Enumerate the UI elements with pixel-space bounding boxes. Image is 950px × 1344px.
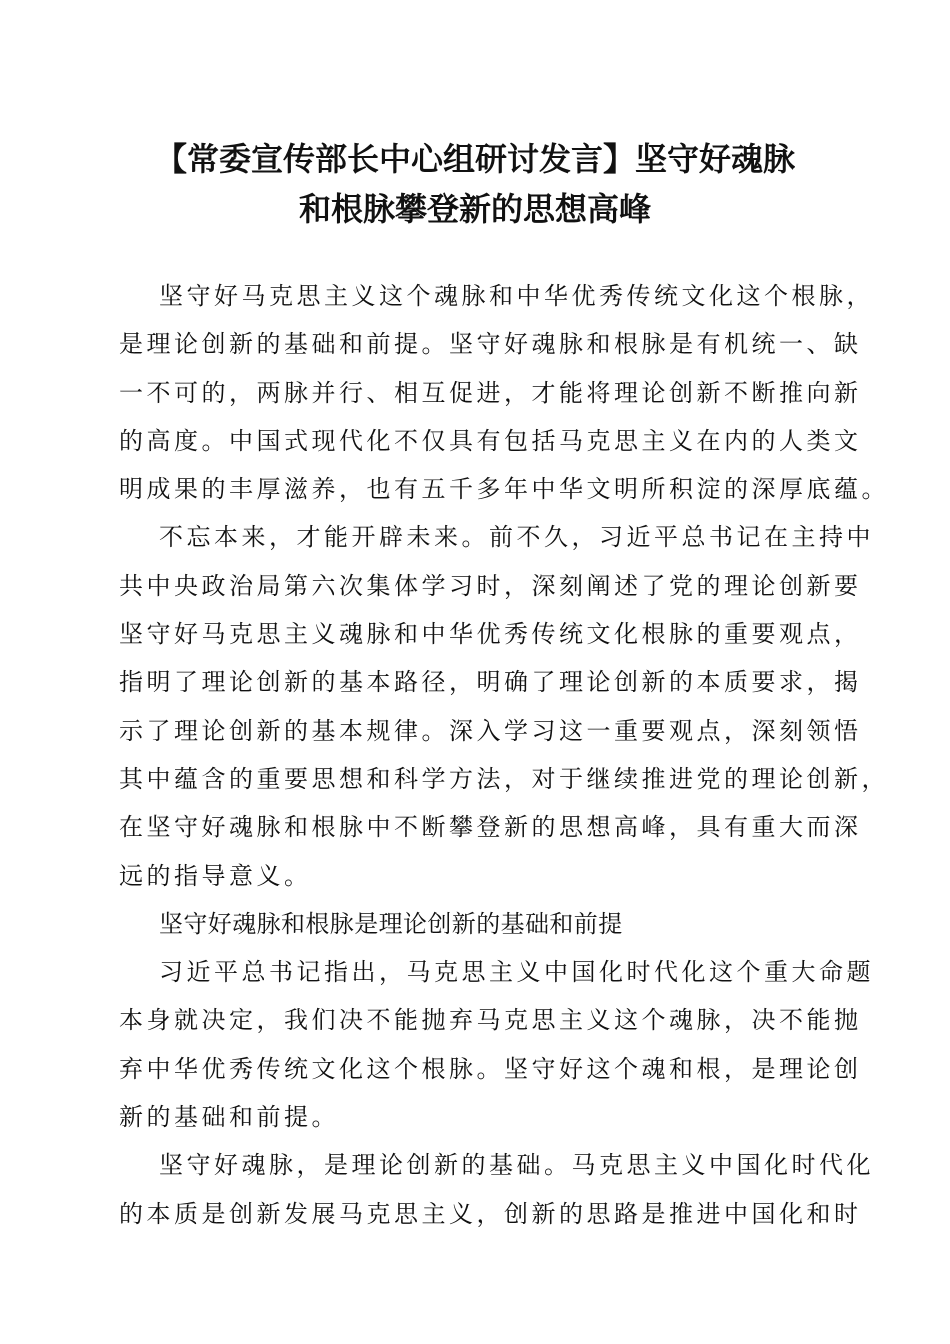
text-line: 指明了理论创新的基本路径，明确了理论创新的本质要求，揭 — [119, 668, 862, 697]
text-line: 的高度。中国式现代化不仅具有包括马克思主义在内的人类文 — [119, 426, 862, 455]
text-line: 新的基础和前提。 — [119, 1103, 339, 1132]
text-line: 其中蕴含的重要思想和科学方法，对于继续推进党的理论创新， — [119, 764, 889, 793]
document-title — [100, 134, 850, 234]
title-line-1: 【常委宣传部长中心组研讨发言】坚守好魂脉 — [154, 140, 795, 178]
paragraph-1 — [119, 272, 889, 513]
paragraph-4 — [119, 1141, 874, 1238]
text-line: 坚守好魂脉，是理论创新的基础。马克思主义中国化时代化 — [159, 1151, 874, 1180]
text-line: 是理论创新的基础和前提。坚守好魂脉和根脉是有机统一、缺 — [119, 330, 862, 359]
title-line-2: 和根脉攀登新的思想高峰 — [298, 190, 651, 228]
text-line: 共中央政治局第六次集体学习时，深刻阐述了党的理论创新要 — [119, 571, 862, 600]
section-heading — [119, 900, 831, 948]
text-line: 示了理论创新的基本规律。深入学习这一重要观点，深刻领悟 — [119, 716, 862, 745]
text-line: 不忘本来，才能开辟未来。前不久，习近平总书记在主持中 — [159, 523, 874, 552]
paragraph-3 — [119, 948, 874, 1141]
text-line: 本身就决定，我们决不能抛弃马克思主义这个魂脉，决不能抛 — [119, 1006, 862, 1035]
text-line: 的本质是创新发展马克思主义，创新的思路是推进中国化和时 — [119, 1199, 862, 1228]
text-line: 一不可的，两脉并行、相互促进，才能将理论创新不断推向新 — [119, 378, 862, 407]
document-body — [119, 272, 889, 1238]
paragraph-2 — [119, 513, 889, 899]
text-line: 在坚守好魂脉和根脉中不断攀登新的思想高峰，具有重大而深 — [119, 813, 862, 842]
text-line: 坚守好马克思主义这个魂脉和中华优秀传统文化这个根脉， — [159, 282, 874, 310]
text-line: 习近平总书记指出，马克思主义中国化时代化这个重大命题 — [159, 958, 874, 987]
text-line: 弃中华优秀传统文化这个根脉。坚守好这个魂和根，是理论创 — [119, 1054, 862, 1083]
text-line: 明成果的丰厚滋养，也有五千多年中华文明所积淀的深厚底蕴。 — [119, 475, 889, 504]
text-line: 坚守好魂脉和根脉是理论创新的基础和前提 — [159, 909, 623, 938]
text-line: 远的指导意义。 — [119, 861, 312, 890]
text-line: 坚守好马克思主义魂脉和中华优秀传统文化根脉的重要观点， — [119, 620, 862, 649]
